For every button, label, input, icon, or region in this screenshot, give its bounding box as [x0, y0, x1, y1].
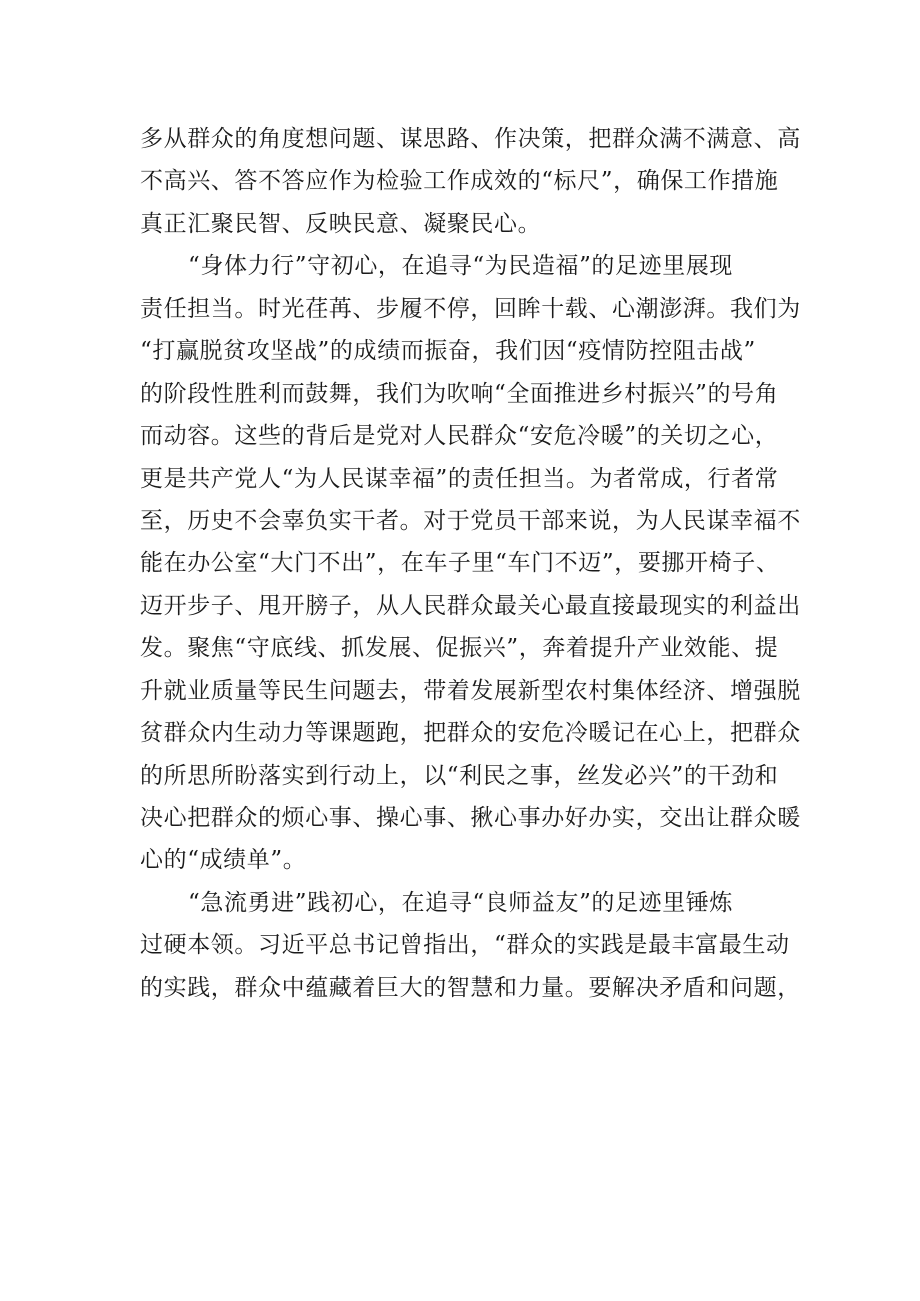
text-line: 贫群众内生动力等课题跑，把群众的安危冷暖记在心上，把群众 [140, 720, 801, 747]
text-line: 升就业质量等民生问题去，带着发展新型农村集体经济、增强脱 [140, 677, 801, 704]
text-line: 不高兴、答不答应作为检验工作成效的“标尺”，确保工作措施 [140, 168, 779, 195]
text-line: 更是共产党人“为人民谋幸福”的责任担当。为者常成，行者常 [140, 465, 779, 492]
text-line: 心的“成绩单”。 [140, 847, 307, 874]
text-line: 的实践，群众中蕴藏着巨大的智慧和力量。要解决矛盾和问题， [140, 974, 801, 1001]
text-line: 过硬本领。习近平总书记曾指出，“群众的实践是最丰富最生动 [140, 932, 790, 959]
text-line: “身体力行”守初心，在追寻“为民造福”的足迹里展现 [188, 253, 734, 280]
paragraph-2 [140, 245, 800, 882]
body-text [140, 118, 800, 1009]
text-line: 决心把群众的烦心事、操心事、揪心事办好办实，交出让群众暖 [140, 805, 801, 831]
text-line: 至，历史不会辜负实干者。对于党员干部来说，为人民谋幸福不 [140, 507, 801, 534]
paragraph-3 [140, 882, 800, 1009]
text-line: 的阶段性胜利而鼓舞，我们为吹响“全面推进乡村振兴”的号角 [140, 380, 779, 407]
text-line: “急流勇进”践初心，在追寻“良师益友”的足迹里锤炼 [188, 889, 734, 916]
text-line: 的所思所盼落实到行动上，以“利民之事，丝发必兴”的干劲和 [140, 762, 779, 789]
text-line: 迈开步子、甩开膀子，从人民群众最关心最直接最现实的利益出 [140, 592, 801, 619]
text-line: 责任担当。时光荏苒、步履不停，回眸十载、心潮澎湃。我们为 [140, 295, 801, 322]
text-line: 多从群众的角度想问题、谋思路、作决策，把群众满不满意、高 [140, 126, 801, 152]
text-line: 发。聚焦“守底线、抓发展、促振兴”，奔着提升产业效能、提 [140, 635, 779, 662]
paragraph-1 [140, 118, 800, 245]
text-line: “打赢脱贫攻坚战”的成绩而振奋，我们因“疫情防控阻击战” [140, 338, 756, 365]
text-line: 而动容。这些的背后是党对人民群众“安危冷暖”的关切之心， [140, 423, 779, 450]
text-line: 真正汇聚民智、反映民意、凝聚民心。 [140, 210, 542, 237]
text-line: 能在办公室“大门不出”，在车子里“车门不迈”，要挪开椅子、 [140, 550, 780, 577]
